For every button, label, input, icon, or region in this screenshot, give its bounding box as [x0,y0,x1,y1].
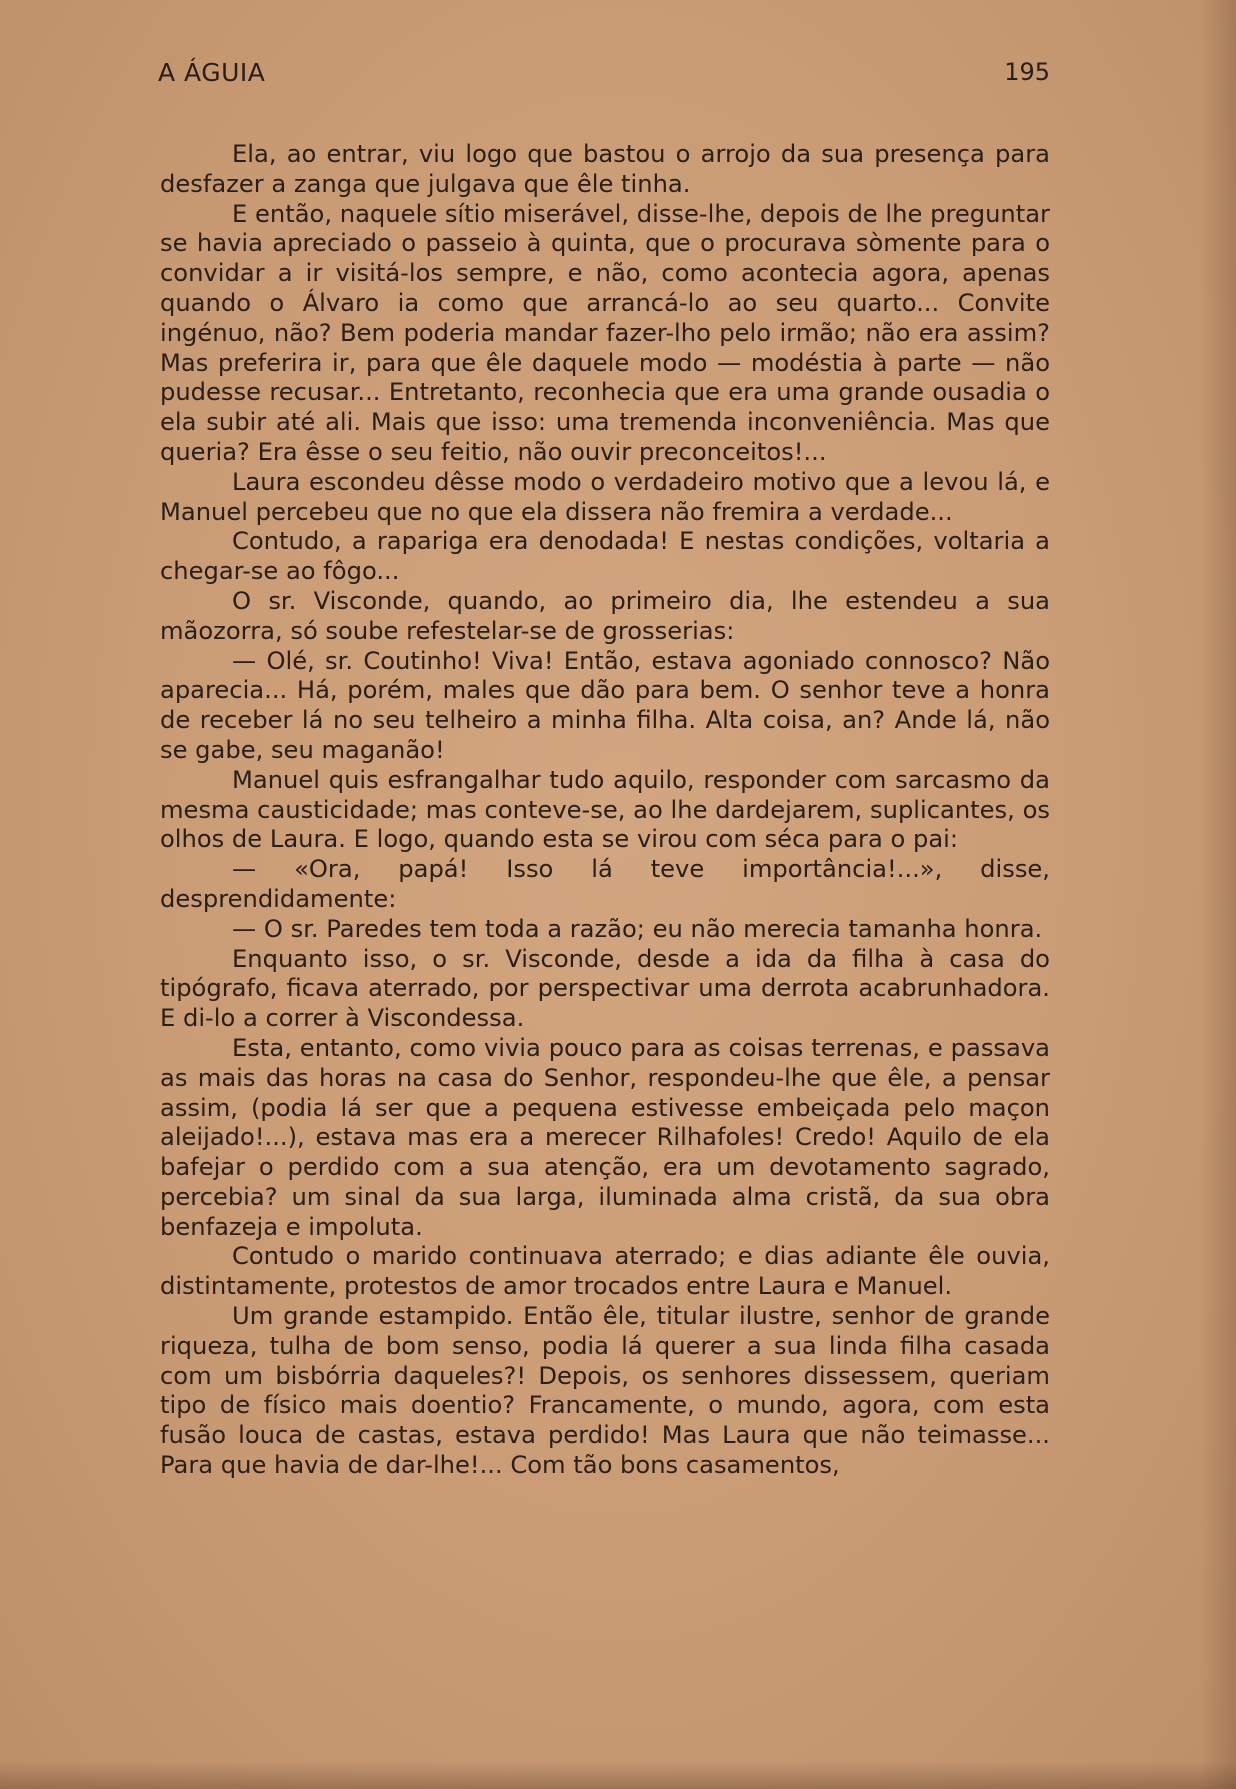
dialogue-paragraph: — Olé, sr. Coutinho! Viva! Então, estava agoniado connosco? Não aparecia... Há, porém, males que dão para bem. O senhor teve a honra de receber lá no seu telheiro a minha filha. Alta coisa, an? Ande lá, não se gabe, seu maganão! [160,646,1050,764]
paragraph: Um grande estampido. Então êle, titular ilustre, senhor de grande riqueza, tulha de bom senso, podia lá querer a sua linda filha casada com um bisbórria daqueles?! Depois, os senhores dissessem, queriam tipo de físico mais doentio? Francamente, o mundo, agora, com esta fusão louca de castas, estava perdido! Mas Laura que não teimasse... Para que havia de dar-lhe!... Com tão bons casamentos, [160,1302,1050,1480]
running-header-title: A ÁGUIA [158,58,266,87]
page-bottom-shadow [0,1761,1236,1789]
paragraph: Esta, entanto, como vivia pouco para as coisas terrenas, e passava as mais das horas na casa do Senhor, respondeu-lhe que êle, a pensar assim, (podia lá ser que a pequena estivesse embeiçada pelo maçon aleijado!...), estava mas era a merecer Rilhafoles! Credo! Aquilo de ela bafejar o perdido com a sua atenção, era um devotamento sagrado, percebia? um sinal da sua larga, iluminada alma cristã, da sua obra benfazeja e impoluta. [160,1033,1050,1241]
page-edge-shadow [1200,0,1236,1789]
dialogue-paragraph: — «Ora, papá! Isso lá teve importância!...», disse, desprendidamente: [160,855,1050,913]
paragraph: Laura escondeu dêsse modo o verdadeiro motivo que a levou lá, e Manuel percebeu que no que ela dissera não fremira a verdade... [160,467,1050,526]
dialogue-paragraph: — O sr. Paredes tem toda a razão; eu não merecia tamanha honra. [232,914,1043,943]
paragraph: Manuel quis esfrangalhar tudo aquilo, responder com sarcasmo da mesma causticidade; mas conteve-se, ao lhe dardejarem, suplicantes, os olhos de Laura. E logo, quando esta se virou com séca para o pai: [160,765,1050,854]
body-text [160,140,1050,1481]
paragraph: O sr. Visconde, quando, ao primeiro dia, lhe estendeu a sua mãozorra, só soube refestelar-se de grosserias: [160,586,1050,645]
paragraph: Ela, ao entrar, viu logo que bastou o arrojo da sua presença para desfazer a zanga que julgava que êle tinha. [160,140,1050,198]
paragraph: Enquanto isso, o sr. Visconde, desde a ida da filha à casa do tipógrafo, ficava aterrado, por perspectivar uma derrota acabrunhadora. E di-lo a correr à Viscondessa. [160,944,1050,1033]
paragraph: Contudo, a rapariga era denodada! E nestas condições, voltaria a chegar-se ao fôgo... [160,527,1050,586]
page-number: 195 [1004,58,1050,86]
paragraph: E então, naquele sítio miserável, disse-lhe, depois de lhe preguntar se havia apreciado o passeio à quinta, que o procurava sòmente para o convidar a ir visitá-los sempre, e não, como acontecia agora, apenas quando o Álvaro ia como que arrancá-lo ao seu quarto... Convite ingénuo, não? Bem poderia mandar fazer-lho pelo irmão; não era assim? Mas preferira ir, para que êle daquele modo — modéstia à parte — não pudesse recusar... Entretanto, reconhecia que era uma grande ousadia o ela subir até ali. Mais que isso: uma tremenda inconveniência. Mas que queria? Era êsse o seu feitio, não ouvir preconceitos!... [160,199,1050,466]
paragraph: Contudo o marido continuava aterrado; e dias adiante êle ouvia, distintamente, protestos de amor trocados entre Laura e Manuel. [160,1242,1050,1301]
